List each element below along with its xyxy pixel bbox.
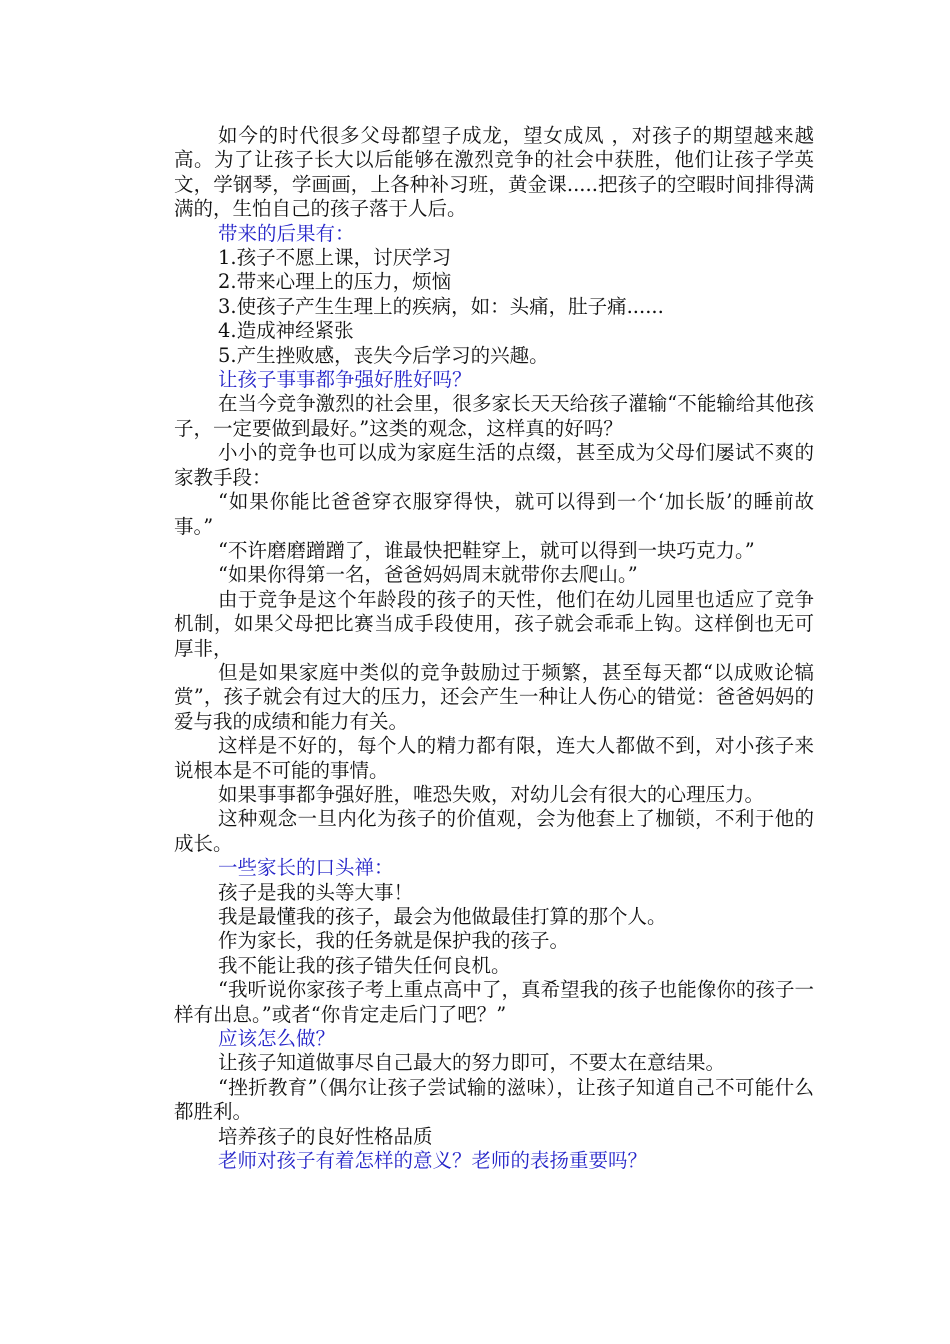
advice-item-1: 让孩子知道做事尽自己最大的努力即可，不要太在意结果。 [218, 1051, 726, 1075]
heading-teacher: 老师对孩子有着怎样的意义？老师的表扬重要吗？ [218, 1149, 648, 1173]
consequence-item-2: 2.带来心理上的压力，烦恼 [218, 270, 452, 294]
consequence-item-3: 3.使孩子产生生理上的疾病，如：头痛，肚子痛...... [218, 294, 664, 318]
competition-paragraph-1: 在当今竞争激烈的社会里，很多家长天天给孩子灌输“不能输给其他孩子，一定要做到最好。”这类的观念，这样真的好吗？ [174, 392, 814, 440]
advice-item-3: 培养孩子的良好性格品质 [218, 1124, 433, 1148]
quote-paragraph-1: “如果你能比爸爸穿衣服穿得快，就可以得到一个‘加长版’的睡前故事。” [174, 490, 814, 538]
saying-item-3: 作为家长，我的任务就是保护我的孩子。 [218, 929, 570, 953]
consequence-item-5: 5.产生挫败感，丧失今后学习的兴趣。 [218, 343, 549, 367]
heading-what-to-do: 应该怎么做？ [218, 1027, 336, 1051]
saying-item-4: 我不能让我的孩子错失任何良机。 [218, 953, 511, 977]
heading-parent-sayings: 一些家长的口头禅： [218, 856, 394, 880]
saying-item-1: 孩子是我的头等大事！ [218, 880, 414, 904]
competition-paragraph-2: 小小的竞争也可以成为家庭生活的点缀，甚至成为父母们屡试不爽的家教手段： [174, 441, 814, 489]
saying-item-2: 我是最懂我的孩子，最会为他做最佳打算的那个人。 [218, 905, 667, 928]
competition-paragraph-4: 但是如果家庭中类似的竞争鼓励过于频繁，甚至每天都“以成败论犒赏”，孩子就会有过大的压力，还会产生一种让人伤心的错觉：爸爸妈妈的爱与我的成绩和能力有关。 [174, 660, 814, 733]
saying-item-5: “我听说你家孩子考上重点高中了，真希望我的孩子也能像你的孩子一样有出息。”或者“你肯定走后门了吧？” [174, 978, 814, 1026]
heading-consequences: 带来的后果有： [218, 221, 355, 245]
competition-paragraph-3: 由于竞争是这个年龄段的孩子的天性，他们在幼儿园里也适应了竞争机制，如果父母把比赛当成手段使用，孩子就会乖乖上钩。这样倒也无可厚非， [174, 587, 814, 660]
consequence-item-1: 1.孩子不愿上课，讨厌学习 [218, 246, 452, 270]
consequence-item-4: 4.造成神经紧张 [218, 319, 354, 343]
quote-paragraph-2: “不许磨磨蹭蹭了，谁最快把鞋穿上，就可以得到一块巧克力。” [218, 538, 755, 562]
intro-paragraph: 如今的时代很多父母都望子成龙，望女成凤 ，对孩子的期望越来越高。为了让孩子长大以后能够在激烈竞争的社会中获胜，他们让孩子学英文，学钢琴，学画画，上各种补习班，黄金课.....把孩子的空暇时间排得满满的，生怕自己的孩子落于人后。 [174, 124, 814, 221]
quote-paragraph-3: “如果你得第一名，爸爸妈妈周末就带你去爬山。” [218, 563, 638, 587]
competition-paragraph-5: 这样是不好的，每个人的精力都有限，连大人都做不到，对小孩子来说根本是不可能的事情。 [174, 734, 814, 782]
competition-paragraph-7: 这种观念一旦内化为孩子的价值观，会为他套上了枷锁，不利于他的成长。 [174, 807, 814, 855]
document-body [174, 124, 814, 1173]
advice-item-2: “挫折教育”（偶尔让孩子尝试输的滋味），让孩子知道自己不可能什么都胜利。 [174, 1075, 814, 1124]
heading-competition: 让孩子事事都争强好胜好吗？ [218, 368, 472, 392]
competition-paragraph-6: 如果事事都争强好胜，唯恐失败，对幼儿会有很大的心理压力。 [218, 782, 765, 806]
